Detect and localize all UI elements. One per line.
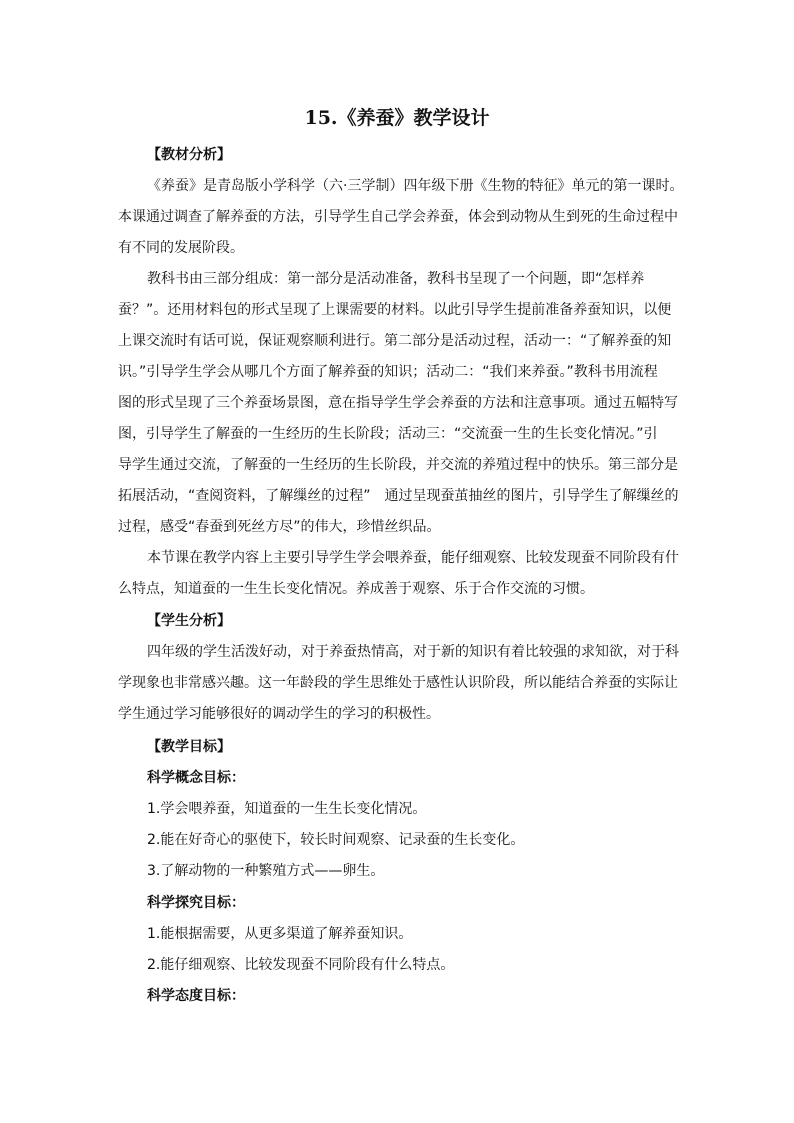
paragraph-line: 学现象也非常感兴趣。这一年龄段的学生思维处于感性认识阶段，所以能结合养蚕的实际让 bbox=[118, 675, 678, 691]
inquiry-goal-item: 2.能仔细观察、比较发现蚕不同阶段有什么特点。 bbox=[147, 957, 455, 973]
concept-goal-item: 3.了解动物的一种繁殖方式——卵生。 bbox=[147, 863, 385, 879]
paragraph-line: 过程，感受“春蚕到死丝方尽”的伟大，珍惜丝织品。 bbox=[118, 519, 441, 535]
paragraph-line: 有不同的发展阶段。 bbox=[118, 240, 244, 256]
material-paragraph-3 bbox=[118, 543, 680, 605]
material-paragraph-2 bbox=[118, 264, 680, 543]
teaching-goals-heading: 【教学目标】 bbox=[147, 739, 231, 755]
student-analysis-heading: 【学生分析】 bbox=[147, 613, 231, 629]
paragraph-line: 识。”引导学生学会从哪几个方面了解养蚕的知识；活动二：“我们来养蚕。”教科书用流程 bbox=[118, 364, 658, 380]
paragraph-line: 拓展活动，“查阅资料，了解缫丝的过程” 通过呈现蚕茧抽丝的图片，引导学生了解缫丝的 bbox=[118, 488, 679, 504]
paragraph-line: 上课交流时有话可说，保证观察顺利进行。第二部分是活动过程，活动一：“了解养蚕的知 bbox=[118, 333, 672, 349]
paragraph-line: 导学生通过交流，了解蚕的一生经历的生长阶段，并交流的养殖过程中的快乐。第三部分是 bbox=[118, 457, 678, 473]
student-paragraph bbox=[118, 637, 680, 730]
material-analysis-heading: 【教材分析】 bbox=[147, 147, 231, 163]
material-paragraph-1 bbox=[118, 171, 684, 264]
concept-goals-heading: 科学概念目标： bbox=[147, 770, 245, 786]
inquiry-goals-heading: 科学探究目标： bbox=[147, 895, 245, 911]
concept-goal-item: 2.能在好奇心的驱使下，较长时间观察、记录蚕的生长变化。 bbox=[147, 832, 525, 848]
paragraph-line: 《养蚕》是青岛版小学科学（六·三学制）四年级下册《生物的特征》单元的第一课时。 bbox=[147, 178, 684, 194]
inquiry-goal-item: 1.能根据需要，从更多渠道了解养蚕知识。 bbox=[147, 926, 413, 942]
paragraph-line: 图，引导学生了解蚕的一生经历的生长阶段；活动三：“交流蚕一生的生长变化情况。”引 bbox=[118, 426, 658, 442]
paragraph-line: 教科书由三部分组成：第一部分是活动准备，教科书呈现了一个问题，即“怎样养 bbox=[147, 271, 645, 287]
attitude-goals-heading: 科学态度目标： bbox=[147, 988, 245, 1004]
paragraph-line: 四年级的学生活泼好动，对于养蚕热情高，对于新的知识有着比较强的求知欲，对于科 bbox=[147, 644, 679, 660]
paragraph-line: 图的形式呈现了三个养蚕场景图，意在指导学生学会养蚕的方法和注意事项。通过五幅特写 bbox=[118, 395, 678, 411]
paragraph-line: 本课通过调查了解养蚕的方法，引导学生自己学会养蚕，体会到动物从生到死的生命过程中 bbox=[118, 209, 678, 225]
concept-goal-item: 1.学会喂养蚕，知道蚕的一生生长变化情况。 bbox=[147, 801, 427, 817]
paragraph-line: 蚕？”。还用材料包的形式呈现了上课需要的材料。以此引导学生提前准备养蚕知识，以便 bbox=[118, 302, 672, 318]
paragraph-line: 学生通过学习能够很好的调动学生的学习的积极性。 bbox=[118, 706, 440, 722]
paragraph-line: 么特点，知道蚕的一生生长变化情况。养成善于观察、乐于合作交流的习惯。 bbox=[118, 581, 594, 597]
paragraph-line: 本节课在教学内容上主要引导学生学会喂养蚕，能仔细观察、比较发现蚕不同阶段有什 bbox=[147, 550, 679, 566]
document-title: 15.《养蚕》教学设计 bbox=[304, 107, 490, 129]
